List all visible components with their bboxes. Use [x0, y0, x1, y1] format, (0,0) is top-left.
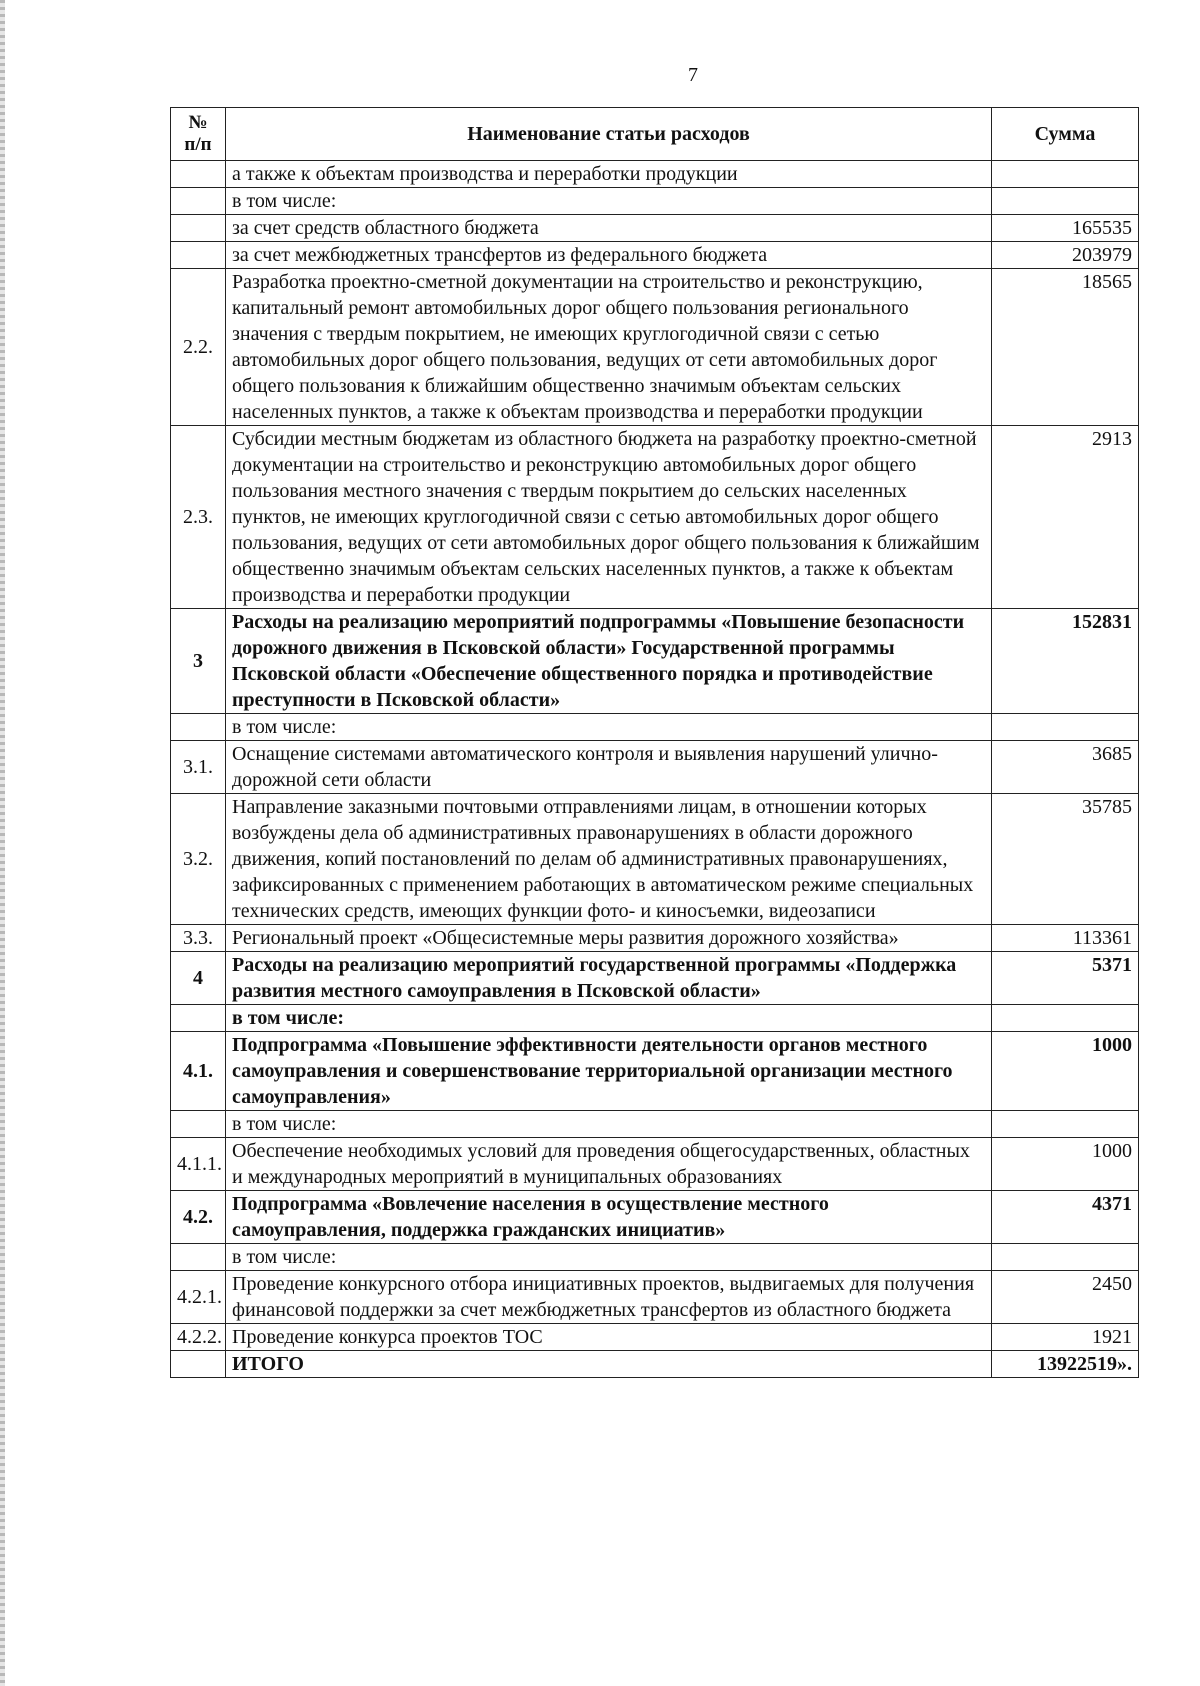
table-header-row [171, 108, 1139, 161]
row-number [171, 1244, 226, 1271]
row-sum [992, 161, 1139, 188]
row-number: 3 [171, 609, 226, 714]
row-number: 4.2. [171, 1191, 226, 1244]
row-number [171, 1111, 226, 1138]
table-row [171, 269, 1139, 426]
row-name: Субсидии местным бюджетам из областного бюджета на разработку проектно-сметной документации на строительство и реконструкцию автомобильных дорог общего пользования местного значения с твердым покрытием до сельских населенных пунктов, не имеющих круглогодичной связи с сетью автомобильных дорог общего пользования, ведущих от сети автомобильных дорог общего пользования к ближайшим общественно значимым объектам сельских населенных пунктов, а также к объектам производства и переработки продукции [226, 426, 992, 609]
row-number: 4.1. [171, 1032, 226, 1111]
row-number: 4.2.1. [171, 1271, 226, 1324]
table-row [171, 1138, 1139, 1191]
row-number [171, 242, 226, 269]
row-number [171, 714, 226, 741]
table-row [171, 741, 1139, 794]
row-name: в том числе: [226, 188, 992, 215]
row-name: за счет средств областного бюджета [226, 215, 992, 242]
row-sum: 2450 [992, 1271, 1139, 1324]
table-row [171, 1005, 1139, 1032]
table-row [171, 242, 1139, 269]
row-number: 4.2.2. [171, 1324, 226, 1351]
header-number [171, 108, 226, 161]
row-name: Оснащение системами автоматического контроля и выявления нарушений улично-дорожной сети области [226, 741, 992, 794]
table-row [171, 1324, 1139, 1351]
row-sum: 203979 [992, 242, 1139, 269]
row-number [171, 1005, 226, 1032]
row-sum: 2913 [992, 426, 1139, 609]
header-name: Наименование статьи расходов [226, 108, 992, 161]
row-number [171, 161, 226, 188]
table-row [171, 952, 1139, 1005]
row-sum: 4371 [992, 1191, 1139, 1244]
row-name: Направление заказными почтовыми отправлениями лицам, в отношении которых возбуждены дела об административных правонарушениях в области дорожного движения, копий постановлений по делам об административных правонарушениях, зафиксированных с применением работающих в автоматическом режиме специальных технических средств, имеющих функции фото- и киносъемки, видеозаписи [226, 794, 992, 925]
row-name: в том числе: [226, 1111, 992, 1138]
row-name: Обеспечение необходимых условий для проведения общегосударственных, областных и международных мероприятий в муниципальных образованиях [226, 1138, 992, 1191]
row-sum: 1000 [992, 1138, 1139, 1191]
row-number: 3.3. [171, 925, 226, 952]
table-row [171, 1351, 1139, 1378]
row-number: 2.3. [171, 426, 226, 609]
row-name: Проведение конкурсного отбора инициативных проектов, выдвигаемых для получения финансовой поддержки за счет межбюджетных трансфертов из областного бюджета [226, 1271, 992, 1324]
row-sum [992, 1005, 1139, 1032]
row-sum [992, 714, 1139, 741]
row-name: Подпрограмма «Вовлечение населения в осуществление местного самоуправления, поддержка гражданских инициатив» [226, 1191, 992, 1244]
table-row [171, 1244, 1139, 1271]
row-number [171, 188, 226, 215]
row-sum [992, 188, 1139, 215]
row-name: в том числе: [226, 714, 992, 741]
header-number-label: № п/п [184, 112, 212, 155]
table-row [171, 215, 1139, 242]
table-body [171, 161, 1139, 1378]
row-name: Подпрограмма «Повышение эффективности деятельности органов местного самоуправления и совершенствование территориальной организации местного самоуправления» [226, 1032, 992, 1111]
row-sum: 1921 [992, 1324, 1139, 1351]
table-row [171, 1271, 1139, 1324]
row-sum: 3685 [992, 741, 1139, 794]
row-sum: 152831 [992, 609, 1139, 714]
header-sum: Сумма [992, 108, 1139, 161]
row-name: Расходы на реализацию мероприятий государственной программы «Поддержка развития местного самоуправления в Псковской области» [226, 952, 992, 1005]
table-row [171, 1191, 1139, 1244]
row-number [171, 215, 226, 242]
row-sum [992, 1244, 1139, 1271]
table-row [171, 794, 1139, 925]
row-number: 3.2. [171, 794, 226, 925]
row-name: в том числе: [226, 1244, 992, 1271]
row-name: Расходы на реализацию мероприятий подпрограммы «Повышение безопасности дорожного движения в Псковской области» Государственной программы Псковской области «Обеспечение общественного порядка и противодействие преступности в Псковской области» [226, 609, 992, 714]
row-number: 4 [171, 952, 226, 1005]
row-sum: 1000 [992, 1032, 1139, 1111]
row-name: за счет межбюджетных трансфертов из федерального бюджета [226, 242, 992, 269]
row-sum: 35785 [992, 794, 1139, 925]
row-sum: 165535 [992, 215, 1139, 242]
row-number: 4.1.1. [171, 1138, 226, 1191]
table-row [171, 609, 1139, 714]
row-name: в том числе: [226, 1005, 992, 1032]
row-sum: 18565 [992, 269, 1139, 426]
table-row [171, 714, 1139, 741]
page-number: 7 [688, 64, 698, 86]
row-sum: 113361 [992, 925, 1139, 952]
row-number [171, 1351, 226, 1378]
row-number: 3.1. [171, 741, 226, 794]
table-row [171, 1111, 1139, 1138]
row-sum [992, 1111, 1139, 1138]
row-sum: 13922519». [992, 1351, 1139, 1378]
row-name: ИТОГО [226, 1351, 992, 1378]
row-name: Проведение конкурса проектов ТОС [226, 1324, 992, 1351]
row-sum: 5371 [992, 952, 1139, 1005]
scan-edge [0, 0, 5, 1686]
row-name: а также к объектам производства и переработки продукции [226, 161, 992, 188]
row-name: Разработка проектно-сметной документации на строительство и реконструкцию, капитальный ремонт автомобильных дорог общего пользования регионального значения с твердым покрытием, не имеющих круглогодичной связи с сетью автомобильных дорог общего пользования, ведущих от сети автомобильных дорог общего пользования к ближайшим общественно значимым объектам сельских населенных пунктов, а также к объектам производства и переработки продукции [226, 269, 992, 426]
row-name: Региональный проект «Общесистемные меры развития дорожного хозяйства» [226, 925, 992, 952]
expenditure-table [170, 107, 1139, 1378]
table-row [171, 188, 1139, 215]
table-row [171, 925, 1139, 952]
table-row [171, 161, 1139, 188]
table-row [171, 1032, 1139, 1111]
row-number: 2.2. [171, 269, 226, 426]
table-row [171, 426, 1139, 609]
